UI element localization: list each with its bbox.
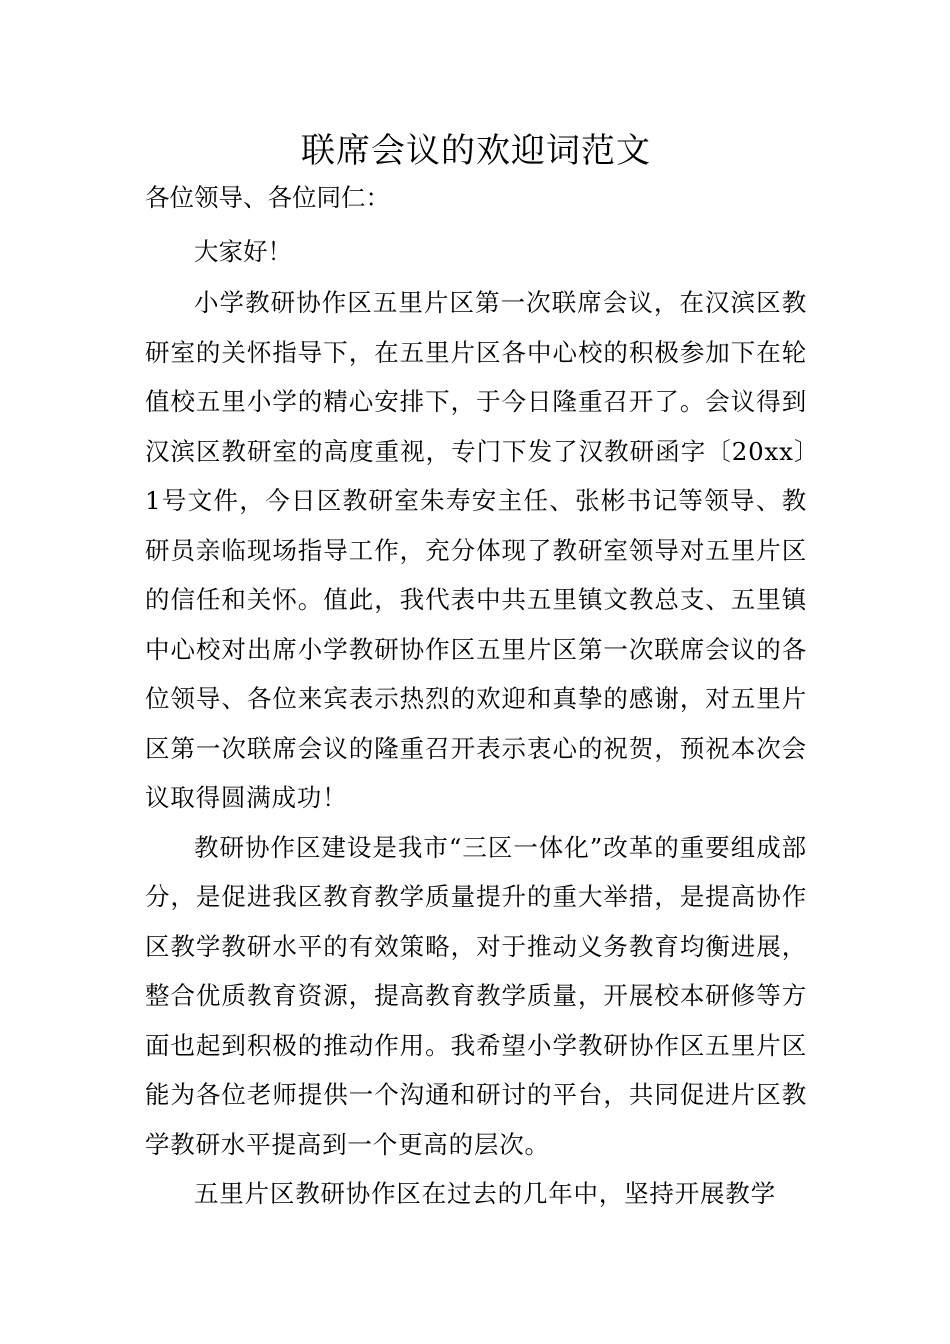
- paragraph-2: 教研协作区建设是我市“三区一体化”改革的重要组成部分，是促进我区教育教学质量提升的重大举措，是提高协作区教学教研水平的有效策略，对于推动义务教育均衡进展，整合优质教育资源，提高教育教学质量，开展校本研修等方面也起到积极的推动作用。我希望小学教研协作区五里片区能为各位老师提供一个沟通和研讨的平台，共同促进片区教学教研水平提高到一个更高的层次。: [145, 832, 807, 1159]
- paragraph-1: 小学教研协作区五里片区第一次联席会议，在汉滨区教研室的关怀指导下，在五里片区各中心校的积极参加下在轮值校五里小学的精心安排下，于今日隆重召开了。会议得到汉滨区教研室的高度重视，专门下发了汉教研函字〔20xx〕1号文件，今日区教研室朱寿安主任、张彬书记等领导、教研员亲临现场指导工作，充分体现了教研室领导对五里片区的信任和关怀。值此，我代表中共五里镇文教总支、五里镇中心校对出席小学教研协作区五里片区第一次联席会议的各位领导、各位来宾表示热烈的欢迎和真挚的感谢，对五里片区第一次联席会议的隆重召开表示衷心的祝贺，预祝本次会议取得圆满成功！: [145, 288, 807, 812]
- paragraph-3: 五里片区教研协作区在过去的几年中，坚持开展教学: [194, 1179, 776, 1208]
- salutation: 各位领导、各位同仁：: [145, 183, 390, 212]
- document-page: [145, 128, 807, 1219]
- document-title: 联席会议的欢迎词范文: [301, 131, 651, 171]
- greeting: 大家好！: [194, 237, 292, 266]
